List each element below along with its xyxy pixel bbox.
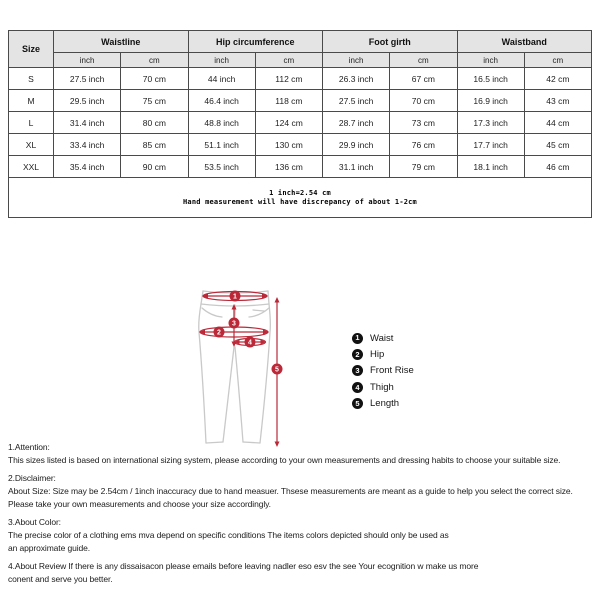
unit-inch: inch [54, 53, 121, 68]
measurement-cell: 85 cm [121, 134, 188, 156]
legend-label: Hip [370, 349, 385, 361]
table-row-m [9, 90, 592, 112]
section-heading: 1.Attention: [8, 442, 50, 452]
size-cell: XL [9, 134, 54, 156]
header-size: Size [9, 31, 54, 68]
measurement-cell: 112 cm [255, 68, 322, 90]
conversion-note-line1: 1 inch=2.54 cm [269, 189, 331, 197]
measurement-cell: 124 cm [255, 112, 322, 134]
disclaimer-section [8, 472, 598, 511]
section-heading: 3.About Color: [8, 517, 61, 527]
measurement-cell: 48.8 inch [188, 112, 255, 134]
measurement-cell: 90 cm [121, 156, 188, 178]
table-unit-row [9, 53, 592, 68]
unit-inch: inch [323, 53, 390, 68]
size-cell: L [9, 112, 54, 134]
unit-inch: inch [188, 53, 255, 68]
measurement-cell: 17.7 inch [457, 134, 524, 156]
measurement-cell: 79 cm [390, 156, 457, 178]
legend-label: Length [370, 398, 400, 410]
header-waistline: Waistline [54, 31, 189, 53]
header-hip-circumference: Hip circumference [188, 31, 323, 53]
header-waistband: Waistband [457, 31, 592, 53]
number-4-icon: 4 [352, 382, 363, 393]
table-note-row [9, 178, 592, 218]
measurement-cell: 70 cm [390, 90, 457, 112]
measurement-cell: 43 cm [524, 90, 591, 112]
hip-marker-number: 2 [217, 329, 221, 337]
measurement-cell: 16.5 inch [457, 68, 524, 90]
thigh-marker-number: 4 [248, 339, 252, 347]
measurement-cell: 33.4 inch [54, 134, 121, 156]
unit-cm: cm [524, 53, 591, 68]
length-marker-number: 5 [275, 366, 279, 374]
section-text: This sizes listed is based on international sizing system, please according to your own measurements and dressing habits to choose your suitable size. [8, 455, 561, 465]
measurement-cell: 53.5 inch [188, 156, 255, 178]
section-text: About Size: Size may be 2.54cm / 1inch inaccuracy due to hand measuer. Thsese measurements are meant as a guide to help you select the correct size. [8, 486, 573, 496]
unit-inch: inch [457, 53, 524, 68]
legend-item-hip [352, 346, 414, 362]
measurement-cell: 75 cm [121, 90, 188, 112]
unit-cm: cm [390, 53, 457, 68]
section-text: 4.About Review If there is any dissaisacon please emails before leaving nadler eso esv the see Your ecognition w make us more [8, 561, 479, 571]
measurement-cell: 76 cm [390, 134, 457, 156]
pants-measurement-diagram [165, 278, 295, 453]
measurement-cell: 136 cm [255, 156, 322, 178]
measurement-cell: 28.7 inch [323, 112, 390, 134]
measurement-cell: 16.9 inch [457, 90, 524, 112]
about-review-section [8, 560, 598, 586]
legend-item-front-rise [352, 363, 414, 379]
number-3-icon: 3 [352, 365, 363, 376]
measurement-cell: 27.5 inch [54, 68, 121, 90]
table-row-l [9, 112, 592, 134]
table-header-row [9, 31, 592, 53]
size-cell: M [9, 90, 54, 112]
table-row-xl [9, 134, 592, 156]
conversion-note-line2: Hand measurement will have discrepancy of about 1-2cm [183, 197, 417, 206]
front-rise-marker-number: 3 [232, 320, 236, 328]
section-text: conent and serve you better. [8, 574, 113, 584]
measurement-legend [352, 330, 414, 412]
measurement-cell: 45 cm [524, 134, 591, 156]
measurement-cell: 44 inch [188, 68, 255, 90]
measurement-cell: 35.4 inch [54, 156, 121, 178]
measurement-cell: 46 cm [524, 156, 591, 178]
size-cell: S [9, 68, 54, 90]
measurement-cell: 80 cm [121, 112, 188, 134]
section-heading: 2.Disclaimer: [8, 473, 56, 483]
measurement-cell: 27.5 inch [323, 90, 390, 112]
header-foot-girth: Foot girth [323, 31, 458, 53]
measurement-cell: 70 cm [121, 68, 188, 90]
conversion-note [9, 178, 592, 218]
unit-cm: cm [255, 53, 322, 68]
section-text: The precise color of a clothing ems mva depend on specific conditions The items colors depicted should only be used as [8, 530, 449, 540]
attention-section [8, 441, 598, 467]
size-cell: XXL [9, 156, 54, 178]
measurement-cell: 31.1 inch [323, 156, 390, 178]
about-color-section [8, 516, 598, 555]
measurement-cell: 67 cm [390, 68, 457, 90]
number-2-icon: 2 [352, 349, 363, 360]
legend-item-thigh [352, 379, 414, 395]
size-chart-table [8, 30, 592, 218]
measurement-cell: 18.1 inch [457, 156, 524, 178]
measurement-cell: 42 cm [524, 68, 591, 90]
measurement-cell: 73 cm [390, 112, 457, 134]
legend-label: Waist [370, 332, 394, 344]
measurement-cell: 46.4 inch [188, 90, 255, 112]
number-1-icon: 1 [352, 333, 363, 344]
measurement-cell: 118 cm [255, 90, 322, 112]
measurement-cell: 17.3 inch [457, 112, 524, 134]
measurement-cell: 26.3 inch [323, 68, 390, 90]
table-row-xxl [9, 156, 592, 178]
waist-marker-number: 1 [233, 293, 237, 301]
unit-cm: cm [121, 53, 188, 68]
table-row-s [9, 68, 592, 90]
number-5-icon: 5 [352, 398, 363, 409]
legend-item-length [352, 396, 414, 412]
section-text: Please take your own measurements and choose your size accordingly. [8, 499, 271, 509]
measurement-cell: 29.5 inch [54, 90, 121, 112]
measurement-cell: 31.4 inch [54, 112, 121, 134]
notes-text-block [8, 441, 598, 591]
legend-label: Front Rise [370, 365, 414, 377]
measurement-cell: 130 cm [255, 134, 322, 156]
measurement-cell: 44 cm [524, 112, 591, 134]
measurement-cell: 51.1 inch [188, 134, 255, 156]
legend-label: Thigh [370, 381, 394, 393]
section-text: an approximate guide. [8, 543, 91, 553]
legend-item-waist [352, 330, 414, 346]
measurement-cell: 29.9 inch [323, 134, 390, 156]
